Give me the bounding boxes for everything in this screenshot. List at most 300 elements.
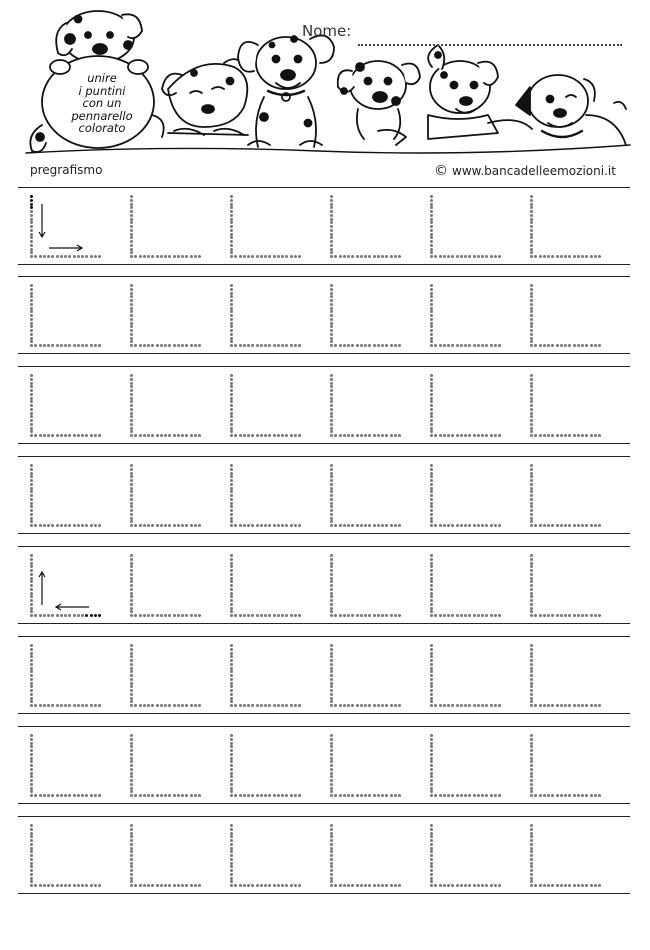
trace-dot bbox=[94, 434, 97, 437]
trace-dot bbox=[185, 524, 188, 527]
trace-dot bbox=[34, 794, 37, 797]
dotted-l-shape[interactable] bbox=[330, 374, 402, 438]
trace-dot bbox=[230, 569, 233, 572]
trace-dot bbox=[498, 794, 501, 797]
trace-dot bbox=[543, 434, 546, 437]
trace-dot bbox=[430, 584, 433, 587]
trace-dot bbox=[30, 199, 33, 202]
trace-dot bbox=[160, 434, 163, 437]
trace-dot bbox=[443, 524, 446, 527]
trace-dot bbox=[230, 307, 233, 310]
dotted-l-shape[interactable] bbox=[430, 284, 502, 348]
trace-dot bbox=[234, 884, 237, 887]
trace-dot bbox=[230, 475, 233, 478]
trace-dot bbox=[530, 502, 533, 505]
trace-dot bbox=[330, 693, 333, 696]
dotted-l-shape[interactable] bbox=[530, 374, 602, 438]
trace-dot bbox=[39, 344, 42, 347]
trace-dot bbox=[377, 255, 380, 258]
trace-dot bbox=[230, 783, 233, 786]
trace-dot bbox=[268, 344, 271, 347]
dotted-l-shape[interactable] bbox=[330, 195, 402, 259]
trace-dot bbox=[30, 419, 33, 422]
trace-dot bbox=[430, 775, 433, 778]
trace-dot bbox=[385, 884, 388, 887]
trace-dot bbox=[234, 614, 237, 617]
dotted-l-shape[interactable] bbox=[130, 464, 202, 528]
exercise-row bbox=[18, 816, 630, 894]
trace-dot bbox=[398, 344, 401, 347]
trace-dot bbox=[30, 415, 33, 418]
trace-dot bbox=[356, 614, 359, 617]
trace-dot bbox=[130, 850, 133, 853]
dotted-l-shape[interactable] bbox=[530, 284, 602, 348]
trace-dot bbox=[298, 614, 301, 617]
trace-dot bbox=[330, 760, 333, 763]
trace-dot bbox=[190, 614, 193, 617]
trace-dot bbox=[430, 787, 433, 790]
trace-dot bbox=[230, 689, 233, 692]
trace-dot bbox=[73, 704, 76, 707]
trace-dot bbox=[464, 704, 467, 707]
trace-dot bbox=[230, 850, 233, 853]
trace-dot bbox=[430, 310, 433, 313]
trace-dot bbox=[330, 333, 333, 336]
trace-dot bbox=[530, 344, 533, 347]
trace-dot bbox=[130, 248, 133, 251]
trace-dot bbox=[230, 704, 233, 707]
trace-dot bbox=[60, 884, 63, 887]
dotted-l-shape[interactable] bbox=[430, 374, 502, 438]
trace-dot bbox=[230, 524, 233, 527]
trace-dot bbox=[30, 843, 33, 846]
dotted-l-shape[interactable] bbox=[430, 554, 502, 618]
trace-dot bbox=[139, 344, 142, 347]
trace-dot bbox=[530, 652, 533, 655]
trace-dot bbox=[330, 783, 333, 786]
trace-dot bbox=[290, 704, 293, 707]
trace-dot bbox=[530, 295, 533, 298]
trace-dot bbox=[51, 344, 54, 347]
dotted-l-shape[interactable] bbox=[430, 195, 502, 259]
trace-dot bbox=[130, 314, 133, 317]
trace-dot bbox=[573, 524, 576, 527]
trace-dot bbox=[230, 595, 233, 598]
trace-dot bbox=[430, 517, 433, 520]
trace-dot bbox=[130, 674, 133, 677]
trace-dot bbox=[230, 195, 233, 198]
dotted-l-shape[interactable] bbox=[230, 464, 302, 528]
trace-dot bbox=[530, 325, 533, 328]
dotted-l-shape[interactable] bbox=[230, 374, 302, 438]
dotted-l-shape[interactable] bbox=[30, 464, 102, 528]
trace-dot bbox=[530, 314, 533, 317]
trace-dot bbox=[230, 479, 233, 482]
dotted-l-shape[interactable] bbox=[430, 824, 502, 888]
trace-dot bbox=[230, 757, 233, 760]
trace-dot bbox=[530, 427, 533, 430]
trace-dot bbox=[430, 558, 433, 561]
trace-dot bbox=[130, 340, 133, 343]
trace-dot bbox=[330, 768, 333, 771]
trace-dot bbox=[130, 599, 133, 602]
trace-dot bbox=[334, 255, 337, 258]
trace-dot bbox=[130, 494, 133, 497]
trace-dot bbox=[30, 233, 33, 236]
trace-dot bbox=[90, 255, 93, 258]
trace-dot bbox=[530, 764, 533, 767]
dotted-l-shape[interactable] bbox=[230, 554, 302, 618]
trace-dot bbox=[130, 779, 133, 782]
trace-dot bbox=[368, 884, 371, 887]
dotted-l-shape[interactable] bbox=[130, 824, 202, 888]
trace-dot bbox=[481, 524, 484, 527]
trace-dot bbox=[473, 434, 476, 437]
trace-dot bbox=[447, 434, 450, 437]
trace-dot bbox=[94, 704, 97, 707]
dotted-l-shape[interactable] bbox=[230, 824, 302, 888]
trace-dot bbox=[490, 614, 493, 617]
trace-dot bbox=[330, 745, 333, 748]
dotted-l-shape[interactable] bbox=[530, 464, 602, 528]
dotted-l-shape[interactable] bbox=[30, 554, 102, 618]
trace-dot bbox=[185, 704, 188, 707]
trace-dot bbox=[598, 794, 601, 797]
dotted-l-shape[interactable] bbox=[230, 284, 302, 348]
trace-dot bbox=[134, 255, 137, 258]
trace-dot bbox=[230, 674, 233, 677]
trace-dot bbox=[330, 652, 333, 655]
trace-dot bbox=[460, 255, 463, 258]
trace-dot bbox=[330, 772, 333, 775]
trace-dot bbox=[177, 704, 180, 707]
trace-dot bbox=[530, 787, 533, 790]
trace-dot bbox=[447, 524, 450, 527]
trace-dot bbox=[530, 749, 533, 752]
trace-dot bbox=[530, 862, 533, 865]
trace-dot bbox=[560, 704, 563, 707]
trace-dot bbox=[68, 434, 71, 437]
trace-dot bbox=[430, 218, 433, 221]
trace-dot bbox=[77, 614, 80, 617]
trace-dot bbox=[251, 434, 254, 437]
dotted-l-shape[interactable] bbox=[30, 284, 102, 348]
trace-dot bbox=[398, 434, 401, 437]
trace-dot bbox=[130, 475, 133, 478]
dotted-l-shape[interactable] bbox=[530, 195, 602, 259]
trace-dot bbox=[230, 520, 233, 523]
trace-dot bbox=[498, 344, 501, 347]
trace-dot bbox=[430, 614, 433, 617]
trace-dot bbox=[130, 880, 133, 883]
trace-dot bbox=[151, 524, 154, 527]
trace-dot bbox=[130, 858, 133, 861]
trace-dot bbox=[551, 704, 554, 707]
trace-dot bbox=[130, 517, 133, 520]
trace-dot bbox=[347, 884, 350, 887]
trace-dot bbox=[430, 502, 433, 505]
trace-dot bbox=[268, 524, 271, 527]
trace-dot bbox=[530, 569, 533, 572]
trace-dot bbox=[181, 434, 184, 437]
trace-dot bbox=[430, 419, 433, 422]
dotted-l-shape[interactable] bbox=[330, 284, 402, 348]
trace-dot bbox=[530, 828, 533, 831]
trace-dot bbox=[430, 408, 433, 411]
trace-dot bbox=[530, 877, 533, 880]
trace-dot bbox=[30, 768, 33, 771]
dotted-l-shape[interactable] bbox=[130, 734, 202, 798]
trace-dot bbox=[185, 344, 188, 347]
trace-dot bbox=[443, 255, 446, 258]
trace-dot bbox=[230, 310, 233, 313]
dotted-l-shape[interactable] bbox=[30, 734, 102, 798]
dotted-l-shape[interactable] bbox=[330, 644, 402, 708]
trace-dot bbox=[230, 333, 233, 336]
trace-dot bbox=[177, 434, 180, 437]
dotted-l-shape[interactable] bbox=[30, 644, 102, 708]
trace-dot bbox=[330, 423, 333, 426]
trace-dot bbox=[68, 794, 71, 797]
trace-dot bbox=[439, 344, 442, 347]
dotted-l-shape[interactable] bbox=[430, 464, 502, 528]
trace-dot bbox=[498, 434, 501, 437]
trace-dot bbox=[430, 299, 433, 302]
trace-dot bbox=[430, 865, 433, 868]
trace-dot bbox=[230, 573, 233, 576]
trace-dot bbox=[30, 599, 33, 602]
trace-dot bbox=[530, 588, 533, 591]
trace-dot bbox=[430, 670, 433, 673]
trace-dot bbox=[360, 704, 363, 707]
trace-dot bbox=[547, 614, 550, 617]
trace-dot bbox=[230, 768, 233, 771]
trace-dot bbox=[430, 779, 433, 782]
trace-dot bbox=[530, 562, 533, 565]
trace-dot bbox=[81, 344, 84, 347]
trace-dot bbox=[156, 255, 159, 258]
trace-dot bbox=[230, 847, 233, 850]
trace-dot bbox=[168, 344, 171, 347]
dotted-l-shape[interactable] bbox=[330, 464, 402, 528]
trace-dot bbox=[130, 483, 133, 486]
trace-dot bbox=[30, 210, 33, 213]
trace-dot bbox=[330, 588, 333, 591]
trace-dot bbox=[430, 595, 433, 598]
trace-dot bbox=[130, 430, 133, 433]
trace-dot bbox=[343, 344, 346, 347]
trace-dot bbox=[594, 344, 597, 347]
dotted-l-shape[interactable] bbox=[330, 824, 402, 888]
trace-dot bbox=[130, 738, 133, 741]
trace-dot bbox=[234, 524, 237, 527]
trace-dot bbox=[339, 255, 342, 258]
trace-dot bbox=[530, 408, 533, 411]
trace-dot bbox=[130, 251, 133, 254]
trace-dot bbox=[294, 794, 297, 797]
trace-dot bbox=[430, 674, 433, 677]
trace-dot bbox=[168, 614, 171, 617]
trace-dot bbox=[239, 255, 242, 258]
trace-dot bbox=[34, 704, 37, 707]
trace-dot bbox=[347, 524, 350, 527]
trace-dot bbox=[51, 524, 54, 527]
trace-dot bbox=[130, 648, 133, 651]
dotted-l-shape[interactable] bbox=[30, 195, 102, 259]
dotted-l-shape[interactable] bbox=[430, 644, 502, 708]
trace-dot bbox=[264, 884, 267, 887]
trace-dot bbox=[139, 614, 142, 617]
trace-dot bbox=[330, 400, 333, 403]
trace-dot bbox=[430, 832, 433, 835]
dotted-l-shape[interactable] bbox=[130, 284, 202, 348]
trace-dot bbox=[34, 434, 37, 437]
trace-dot bbox=[90, 794, 93, 797]
trace-dot bbox=[398, 704, 401, 707]
dotted-l-shape[interactable] bbox=[230, 644, 302, 708]
trace-dot bbox=[256, 255, 259, 258]
trace-dot bbox=[34, 884, 37, 887]
trace-dot bbox=[530, 393, 533, 396]
trace-dot bbox=[30, 775, 33, 778]
trace-dot bbox=[130, 255, 133, 258]
dotted-l-shape[interactable] bbox=[130, 374, 202, 438]
trace-dot bbox=[539, 614, 542, 617]
trace-dot bbox=[134, 614, 137, 617]
trace-dot bbox=[130, 240, 133, 243]
trace-dot bbox=[530, 678, 533, 681]
trace-dot bbox=[64, 884, 67, 887]
trace-dot bbox=[377, 614, 380, 617]
dotted-l-shape[interactable] bbox=[130, 195, 202, 259]
trace-dot bbox=[430, 524, 433, 527]
trace-dot bbox=[360, 614, 363, 617]
dotted-l-shape[interactable] bbox=[30, 374, 102, 438]
trace-dot bbox=[77, 704, 80, 707]
name-label: Nome: bbox=[302, 22, 352, 40]
trace-dot bbox=[330, 385, 333, 388]
trace-dot bbox=[443, 794, 446, 797]
trace-dot bbox=[430, 873, 433, 876]
trace-dot bbox=[30, 757, 33, 760]
trace-dot bbox=[439, 614, 442, 617]
trace-dot bbox=[373, 344, 376, 347]
trace-dot bbox=[398, 524, 401, 527]
trace-dot bbox=[368, 704, 371, 707]
trace-dot bbox=[139, 434, 142, 437]
trace-dot bbox=[464, 614, 467, 617]
trace-dot bbox=[230, 873, 233, 876]
trace-dot bbox=[134, 704, 137, 707]
trace-dot bbox=[330, 203, 333, 206]
dotted-l-shape[interactable] bbox=[330, 554, 402, 618]
name-input[interactable] bbox=[358, 44, 622, 46]
trace-dot bbox=[230, 251, 233, 254]
trace-dot bbox=[198, 344, 201, 347]
trace-dot bbox=[394, 255, 397, 258]
trace-dot bbox=[30, 753, 33, 756]
trace-dot bbox=[90, 884, 93, 887]
trace-dot bbox=[590, 524, 593, 527]
trace-dot bbox=[273, 614, 276, 617]
trace-dot bbox=[39, 704, 42, 707]
dotted-l-shape[interactable] bbox=[130, 554, 202, 618]
trace-dot bbox=[530, 513, 533, 516]
dotted-l-shape[interactable] bbox=[30, 824, 102, 888]
trace-dot bbox=[81, 794, 84, 797]
trace-dot bbox=[585, 344, 588, 347]
trace-dot bbox=[30, 520, 33, 523]
trace-dot bbox=[30, 229, 33, 232]
trace-dot bbox=[30, 292, 33, 295]
trace-dot bbox=[230, 828, 233, 831]
trace-dot bbox=[330, 824, 333, 827]
trace-dot bbox=[430, 580, 433, 583]
trace-dot bbox=[198, 255, 201, 258]
trace-dot bbox=[94, 614, 97, 617]
dotted-l-shape[interactable] bbox=[530, 824, 602, 888]
dotted-l-shape[interactable] bbox=[230, 195, 302, 259]
trace-dot bbox=[377, 434, 380, 437]
trace-dot bbox=[498, 524, 501, 527]
trace-dot bbox=[330, 884, 333, 887]
trace-dot bbox=[30, 858, 33, 861]
trace-dot bbox=[530, 397, 533, 400]
dotted-l-shape[interactable] bbox=[530, 554, 602, 618]
dotted-l-shape[interactable] bbox=[530, 644, 602, 708]
trace-dot bbox=[130, 427, 133, 430]
trace-dot bbox=[447, 255, 450, 258]
trace-dot bbox=[243, 614, 246, 617]
trace-dot bbox=[439, 255, 442, 258]
trace-dot bbox=[247, 434, 250, 437]
trace-dot bbox=[73, 344, 76, 347]
dotted-l-shape[interactable] bbox=[530, 734, 602, 798]
trace-dot bbox=[51, 614, 54, 617]
trace-dot bbox=[177, 614, 180, 617]
trace-dot bbox=[590, 344, 593, 347]
trace-dot bbox=[230, 408, 233, 411]
trace-dot bbox=[330, 779, 333, 782]
trace-dot bbox=[530, 423, 533, 426]
dotted-l-shape[interactable] bbox=[330, 734, 402, 798]
trace-dot bbox=[490, 255, 493, 258]
trace-dot bbox=[564, 884, 567, 887]
trace-dot bbox=[230, 655, 233, 658]
dotted-l-shape[interactable] bbox=[430, 734, 502, 798]
trace-dot bbox=[130, 847, 133, 850]
dotted-l-shape[interactable] bbox=[130, 644, 202, 708]
dotted-l-shape[interactable] bbox=[230, 734, 302, 798]
trace-dot bbox=[130, 768, 133, 771]
trace-dot bbox=[285, 434, 288, 437]
trace-dot bbox=[430, 554, 433, 557]
trace-dot bbox=[177, 524, 180, 527]
trace-dot bbox=[230, 787, 233, 790]
trace-dot bbox=[30, 880, 33, 883]
trace-dot bbox=[130, 487, 133, 490]
trace-dot bbox=[430, 592, 433, 595]
trace-dot bbox=[30, 475, 33, 478]
trace-dot bbox=[230, 340, 233, 343]
trace-dot bbox=[30, 299, 33, 302]
trace-dot bbox=[260, 794, 263, 797]
trace-dot bbox=[430, 423, 433, 426]
trace-dot bbox=[173, 884, 176, 887]
trace-dot bbox=[330, 595, 333, 598]
trace-dot bbox=[130, 772, 133, 775]
trace-dot bbox=[130, 884, 133, 887]
